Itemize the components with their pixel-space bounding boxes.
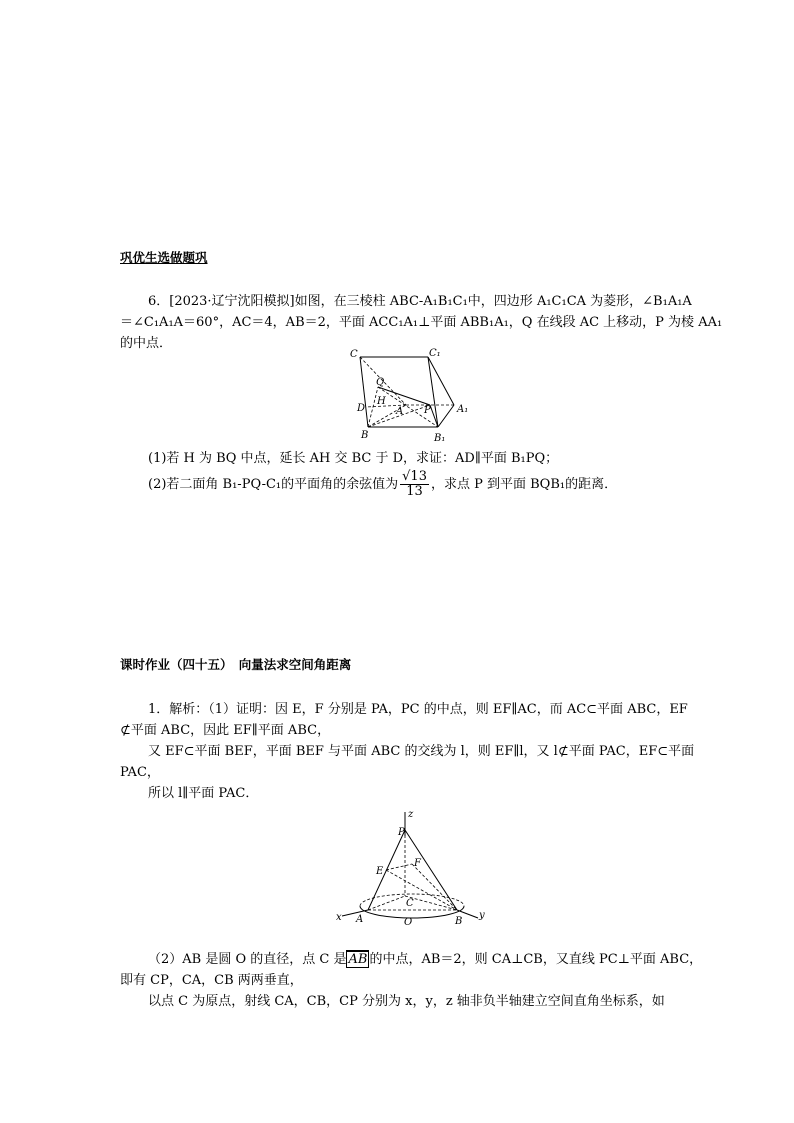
solution1-line1: 1．解析：（1）证明：因 E，F 分别是 PA，PC 的中点，则 EF∥AC，而 AC⊂平面 ABC，EF: [148, 702, 688, 717]
label-e: E: [376, 866, 384, 877]
label-p: P: [398, 827, 405, 838]
fraction-numerator: √13: [402, 469, 427, 484]
edge-q-p: [378, 387, 430, 405]
solution1-part2-line2: 即有 CP，CA，CB 两两垂直，: [120, 973, 303, 988]
problem6-q2-pre: (2)若二面角 B₁-PQ-C₁的平面角的余弦值为: [148, 477, 399, 492]
label-b: B: [361, 430, 369, 441]
solution1-line3: 又 EF⊂平面 BEF，平面 BEF 与平面 ABC 的交线为 l，则 EF∥l，又 l⊄平面 PAC，EF⊂平面: [148, 744, 695, 759]
cone-figure: [330, 808, 490, 933]
solution1-line5: 所以 l∥平面 PAC．: [148, 786, 259, 801]
arc-ab: AB: [348, 952, 368, 967]
problem6-line3: 的中点．: [120, 336, 173, 351]
label-b1: B₁: [434, 433, 446, 444]
label-p: P: [424, 405, 431, 416]
label-c: C: [350, 349, 358, 360]
problem6-line2: ＝∠C₁A₁A＝60°，AC＝4，AB＝2，平面 ACC₁A₁⊥平面 ABB₁A₁，Q 在线段 AC 上移动，P 为棱 AA₁: [120, 315, 723, 330]
problem6-q2-post: ，求点 P 到平面 BQB₁的距离．: [430, 477, 618, 492]
edge-e-b: [386, 870, 457, 910]
label-c1: C₁: [429, 348, 441, 359]
label-o: O: [404, 917, 413, 928]
part2-line1-post: 的中点，AB＝2，则 CA⊥CB，又直线 PC⊥平面 ABC，: [369, 952, 703, 967]
problem6-q1: (1)若 H 为 BQ 中点，延长 AH 交 BC 于 D，求证：AD∥平面 B₁PQ；: [148, 451, 559, 466]
label-c: C: [406, 898, 414, 909]
solution1-part2-line1: [148, 950, 702, 970]
label-h: H: [377, 396, 386, 407]
section-heading: 巩优生选做题巩: [120, 250, 208, 265]
label-a: A: [396, 406, 404, 417]
label-a: A: [356, 914, 364, 925]
edge-b1-a1: [438, 405, 454, 427]
label-d: D: [357, 403, 366, 414]
edge-f-b: [412, 864, 457, 910]
homework-heading: 课时作业（四十五） 向量法求空间角距离: [120, 657, 352, 672]
fraction-denominator: 13: [406, 484, 423, 499]
solution1-part2-line3: 以点 C 为原点，射线 CA，CB，CP 分别为 x，y，z 轴非负半轴建立空间直角坐标系，如: [148, 994, 665, 1009]
problem6-line1: 6．[2023·辽宁沈阳模拟]如图，在三棱柱 ABC-A₁B₁C₁中，四边形 A₁C₁CA 为菱形，∠B₁A₁A: [148, 294, 692, 309]
problem6-q2-fraction: [400, 470, 429, 499]
edge-e-f: [386, 864, 412, 870]
label-f: F: [414, 858, 421, 869]
label-b: B: [455, 916, 463, 927]
label-y: y: [479, 910, 485, 921]
problem6-q2: [148, 468, 617, 502]
edge-c-b: [360, 357, 368, 427]
solution1-line4: PAC，: [120, 765, 160, 780]
label-a1: A₁: [457, 404, 469, 415]
part2-line1-pre: （2）AB 是圆 O 的直径，点 C 是: [148, 952, 347, 967]
label-z: z: [408, 809, 414, 820]
prism-figure: [350, 345, 480, 445]
solution1-line2: ⊄平面 ABC，因此 EF∥平面 ABC，: [120, 723, 331, 738]
label-q: Q: [376, 377, 385, 388]
edge-c1-b1: [428, 357, 438, 427]
label-x: x: [336, 912, 342, 923]
